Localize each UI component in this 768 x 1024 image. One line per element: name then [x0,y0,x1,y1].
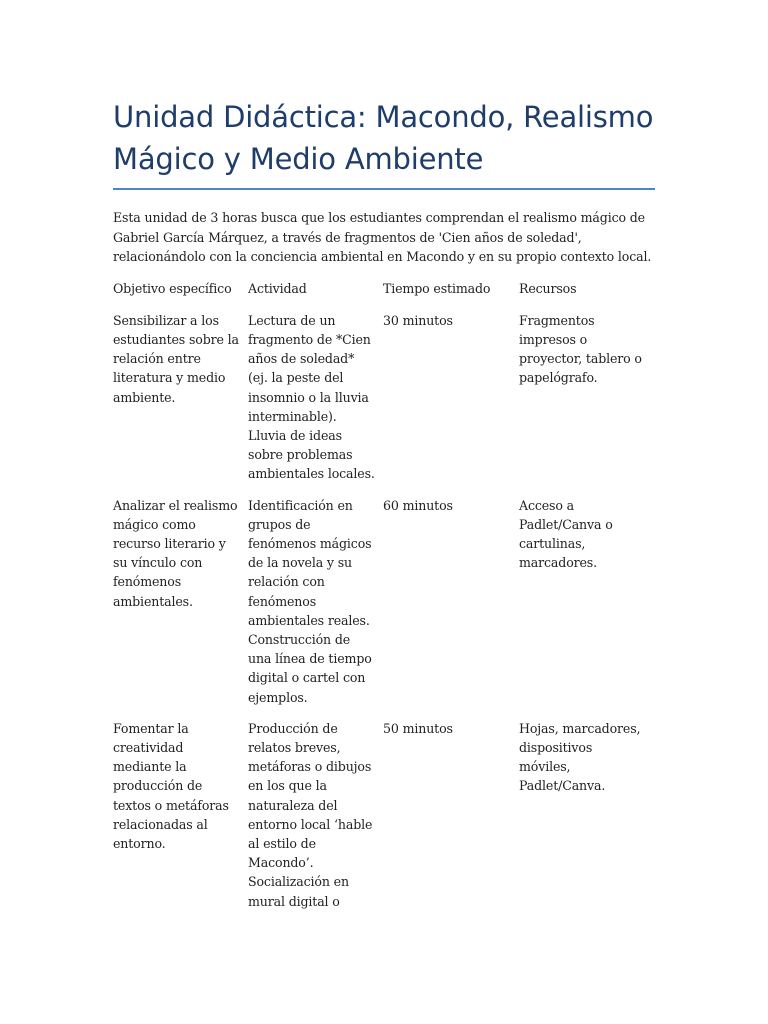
document-title: Unidad Didáctica: Macondo, Realismo Mágico y Medio Ambiente [113,96,655,190]
row-1-actividad: Lectura de un fragmento de *Cien años de soledad* (ej. la peste del insomnio o la lluvia interminable). Lluvia de ideas sobre problemas ambientales locales. [248,312,375,482]
row-2-objetivo: Analizar el realismo mágico como recurso literario y su vínculo con fenómenos ambientales. [113,497,238,609]
header-tiempo: Tiempo estimado [383,280,491,296]
row-1-tiempo: 30 minutos [383,312,453,328]
row-1-objetivo: Sensibilizar a los estudiantes sobre la relación entre literatura y medio ambiente. [113,312,239,405]
row-2-recursos: Acceso a Padlet/Canva o cartulinas, marcadores. [519,497,613,571]
header-objetivo: Objetivo específico [113,280,232,296]
row-3-objetivo: Fomentar la creatividad mediante la producción de textos o metáforas relacionadas al entorno. [113,720,229,851]
row-3-tiempo: 50 minutos [383,720,453,736]
header-actividad: Actividad [248,280,307,296]
row-3-actividad: Producción de relatos breves, metáforas o dibujos en los que la naturaleza del entorno local ‘hable al estilo de Macondo’. Socialización en mural digital o [248,720,373,909]
intro-paragraph: Esta unidad de 3 horas busca que los estudiantes comprendan el realismo mágico de Gabriel García Márquez, a través de fragmentos de 'Cien años de soledad', relacionándolo con la conciencia ambiental en Macondo y en su propio contexto local. [113,210,652,264]
row-2-actividad: Identificación en grupos de fenómenos mágicos de la novela y su relación con fenómenos ambientales reales. Construcción de una línea de tiempo digital o cartel con ejemplos. [248,497,372,705]
lesson-table [113,279,655,923]
row-2-tiempo: 60 minutos [383,497,453,513]
header-recursos: Recursos [519,280,577,296]
row-3-recursos: Hojas, marcadores, dispositivos móviles, Padlet/Canva. [519,720,641,794]
row-1-recursos: Fragmentos impresos o proyector, tablero o papelógrafo. [519,312,642,386]
